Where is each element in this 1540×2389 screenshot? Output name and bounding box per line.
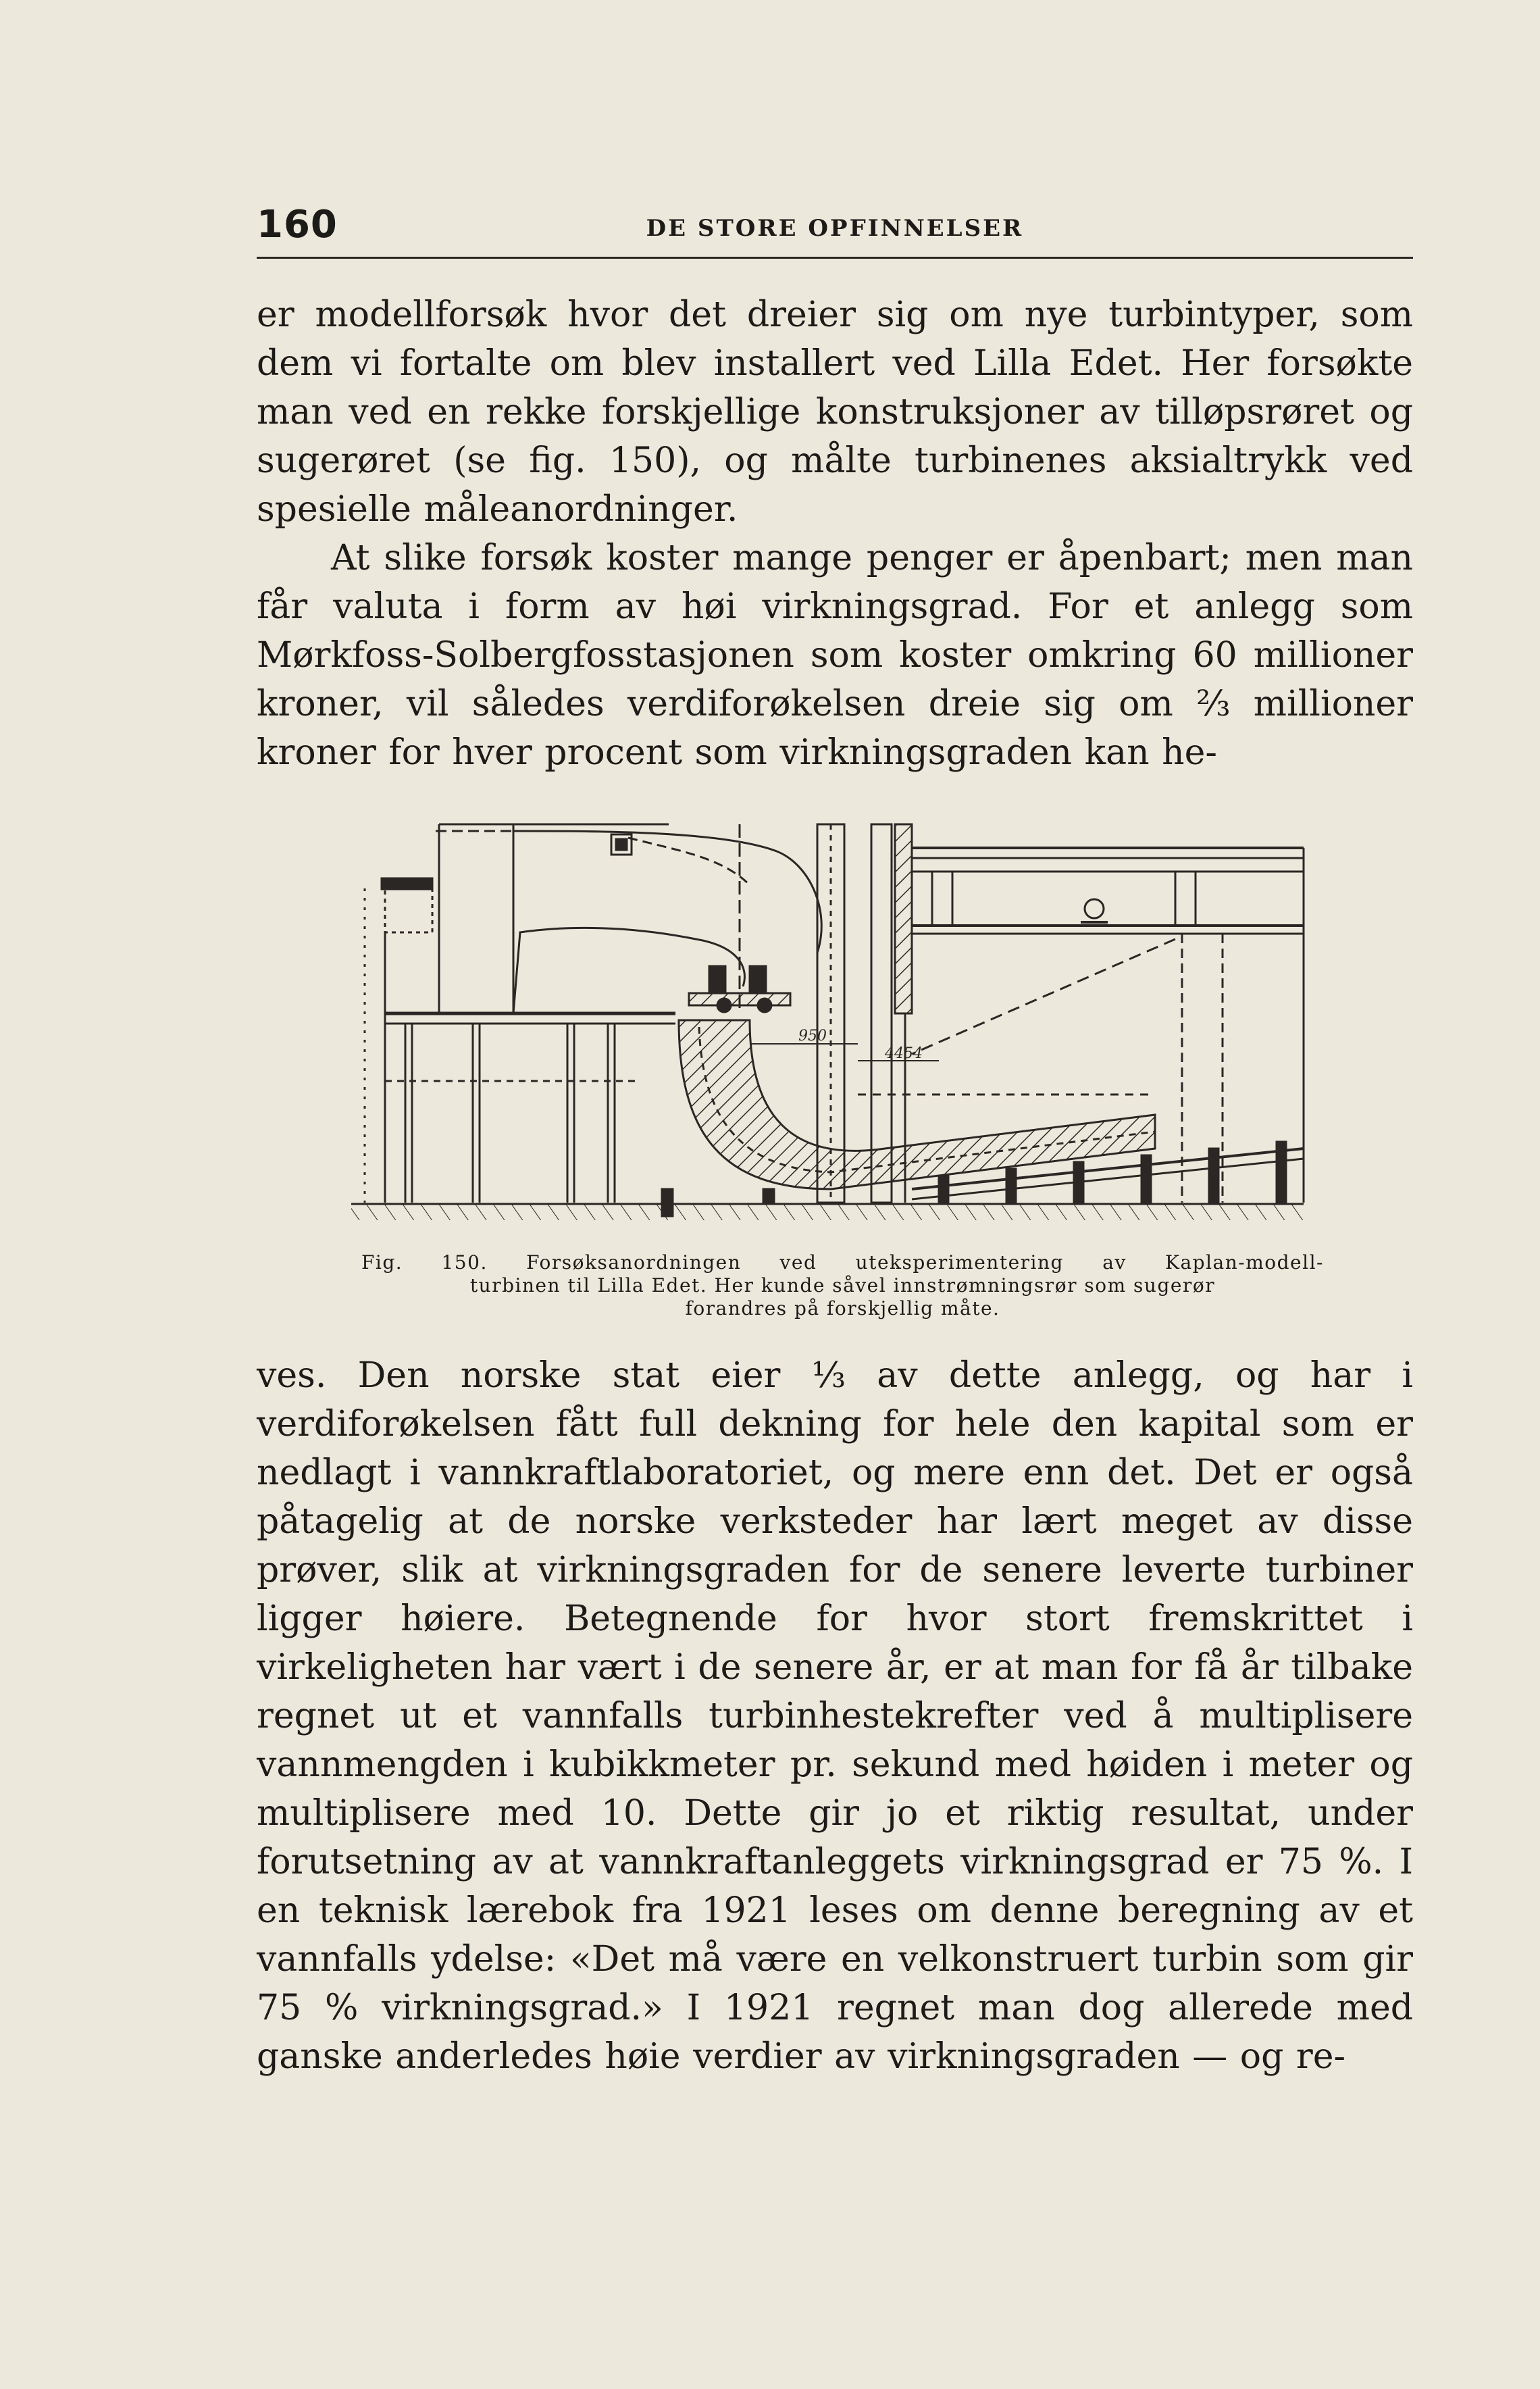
turbine-runner [689,824,790,1013]
figure-150-drawing [344,811,1317,1250]
caption-line-1: Fig. 150. Forsøksanordningen ved uteksperimentering av Kaplan-modell- [361,1251,1324,1274]
figure-caption [361,1251,1324,1320]
dimension-label-4454: 4454 [885,1045,923,1062]
right-column [817,824,912,1203]
page-header [257,196,1413,259]
caption-line-2: turbinen til Lilla Edet. Her kunde såvel innstrømningsrør som sugerør [469,1274,1216,1297]
inlet-casing [513,831,821,1013]
support-frame [385,1013,675,1203]
page-number: 160 [257,203,338,247]
ground-hatching [351,1204,1304,1220]
caption-line-3: forandres på forskjellig måte. [685,1297,1000,1319]
technical-drawing [344,811,1317,1250]
body-paragraph-2: At slike forsøk koster mange penger er åpenbart; men man får valuta i form av høi virkningsgrad. For et anlegg som Mørkfoss-Solbergfosstasjonen som koster omkring 60 millioner kroner, vil således verdiforøkelsen dreie sig om ⅔ millioner kroner for hver procent som virkningsgraden kan he- [257,538,1413,773]
dimension-label-950: 950 [798,1028,827,1045]
body-paragraph-3: ves. Den norske stat eier ⅓ av dette anlegg, og har i verdiforøkelsen fått full dekning for hele den kapital som er nedlagt i vannkraftlaboratoriet, og mere enn det. Det er også påtagelig at de norske verksteder har lært meget av disse prøver, slik at virkningsgraden for de senere leverte turbiner ligger høiere. Betegnende for hvor stort fremskrittet i virkeligheten har vært i de senere år, er at man for få år tilbake regnet ut et vannfalls turbinhestekrefter ved å multiplisere vannmengden i kubikkmeter pr. sekund med høiden i meter og multiplisere med 10. Dette gir jo et riktig resultat, under forutsetning av at vannkraftanleggets virkningsgrad er 75 %. I en teknisk lærebok fra 1921 leses om denne beregning av et vannfalls ydelse: «Det må være en velkonstruert turbin som gir 75 % virkningsgrad.» I 1921 regnet man dog allerede med ganske anderledes høie verdier av virkningsgraden — og re- [257,1355,1413,2077]
running-title: DE STORE OPFINNELSER [646,215,1024,242]
body-paragraph-1: er modellforsøk hvor det dreier sig om nye turbintyper, som dem vi fortalte om blev installert ved Lilla Edet. Her forsøkte man ved en rekke forskjellige konstruksjoner av tilløpsrøret og sugerøret (se fig. 150), og målte turbinenes aksialtrykk ved spesielle måleanordninger. [257,295,1413,530]
